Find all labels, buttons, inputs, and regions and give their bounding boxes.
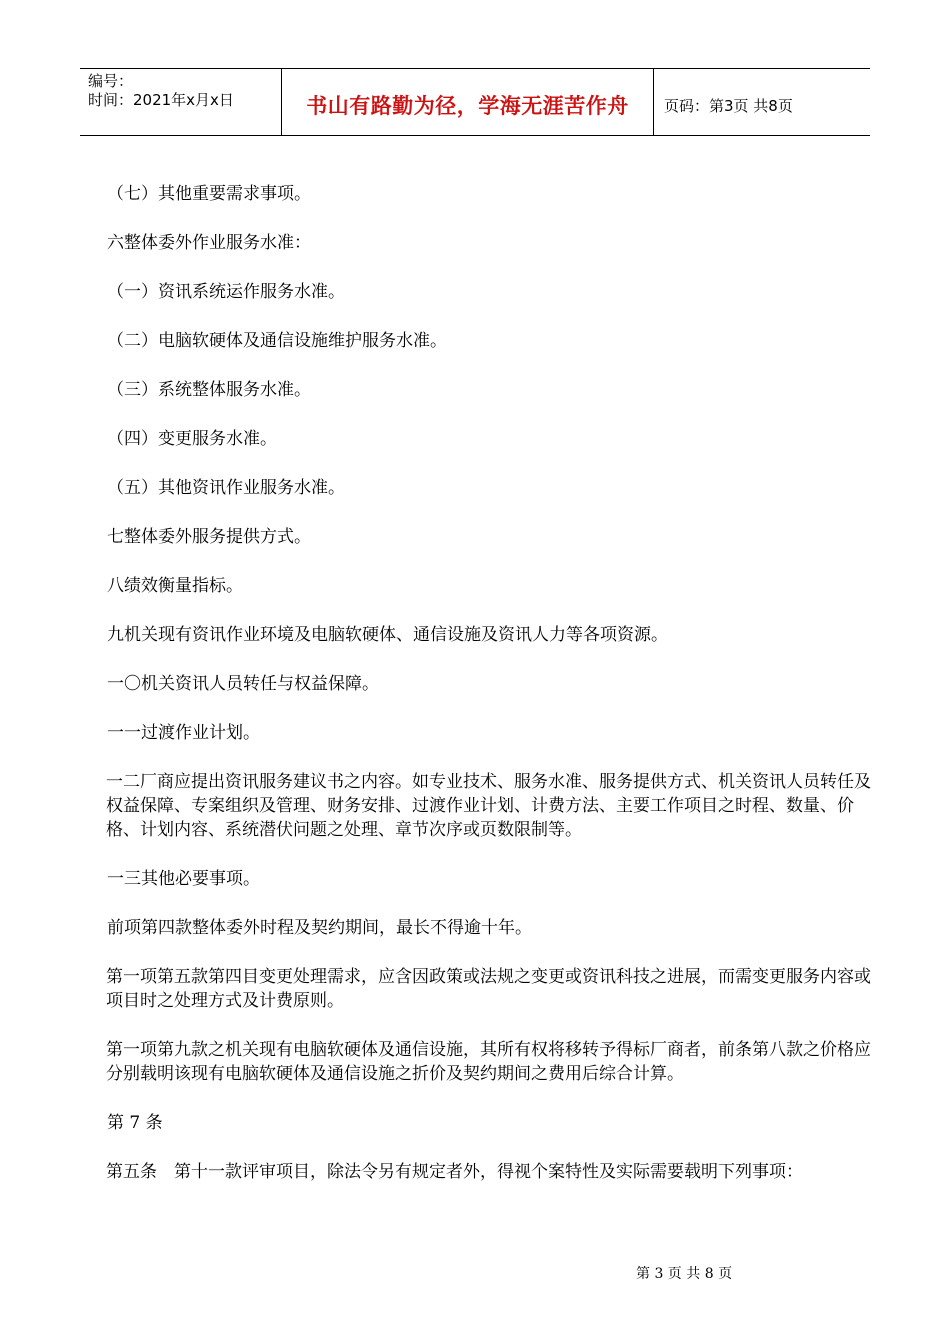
paragraph: 九机关现有资讯作业环境及电脑软硬体、通信设施及资讯人力等各项资源。	[107, 625, 668, 645]
paragraph: 七整体委外服务提供方式。	[107, 527, 311, 547]
paragraph: 一二厂商应提出资讯服务建议书之内容。如专业技术、服务水准、服务提供方式、机关资讯人员转任及权益保障、专案组织及管理、财务安排、过渡作业计划、计费方法、主要工作项目之时程、数量、价格、计划内容、系统潜伏问题之处理、章节次序或页数限制等。	[106, 772, 871, 840]
paragraph: （四）变更服务水准。	[107, 429, 277, 449]
footer-page-number: 第 3 页 共 8 页	[636, 1266, 733, 1282]
paragraph: （二）电脑软硬体及通信设施维护服务水准。	[107, 331, 447, 351]
header-time-label: 时间：2021年x月x日	[88, 91, 234, 109]
paragraph: 第一项第九款之机关现有电脑软硬体及通信设施，其所有权将移转予得标厂商者，前条第八款之价格应分别载明该现有电脑软硬体及通信设施之折价及契约期间之费用后综合计算。	[106, 1040, 871, 1084]
paragraph: 第一项第五款第四目变更处理需求，应含因政策或法规之变更或资讯科技之进展，而需变更服务内容或项目时之处理方式及计费原则。	[106, 967, 871, 1011]
paragraph: 一一过渡作业计划。	[107, 723, 260, 743]
header-motto: 书山有路勤为径，学海无涯苦作舟	[282, 69, 654, 135]
paragraph: （七）其他重要需求事项。	[107, 184, 311, 204]
paragraph: （一）资讯系统运作服务水准。	[107, 282, 345, 302]
paragraph: 一三其他必要事项。	[107, 869, 260, 889]
header-meta	[80, 69, 282, 135]
paragraph: 前项第四款整体委外时程及契约期间，最长不得逾十年。	[107, 918, 532, 938]
document-body	[107, 182, 877, 1209]
paragraph: 第五条 第十一款评审项目，除法令另有规定者外，得视个案特性及实际需要载明下列事项：	[106, 1162, 803, 1182]
page-header	[80, 68, 870, 136]
paragraph: 一〇机关资讯人员转任与权益保障。	[107, 674, 379, 694]
paragraph: 六整体委外作业服务水准：	[107, 233, 311, 253]
paragraph: （三）系统整体服务水准。	[107, 380, 311, 400]
header-page-label: 页码：第3页 共8页	[664, 96, 793, 115]
paragraph: 八绩效衡量指标。	[107, 576, 243, 596]
header-number-label: 编号：	[88, 72, 134, 90]
article-heading: 第 7 条	[107, 1113, 163, 1133]
paragraph: （五）其他资讯作业服务水准。	[107, 478, 345, 498]
